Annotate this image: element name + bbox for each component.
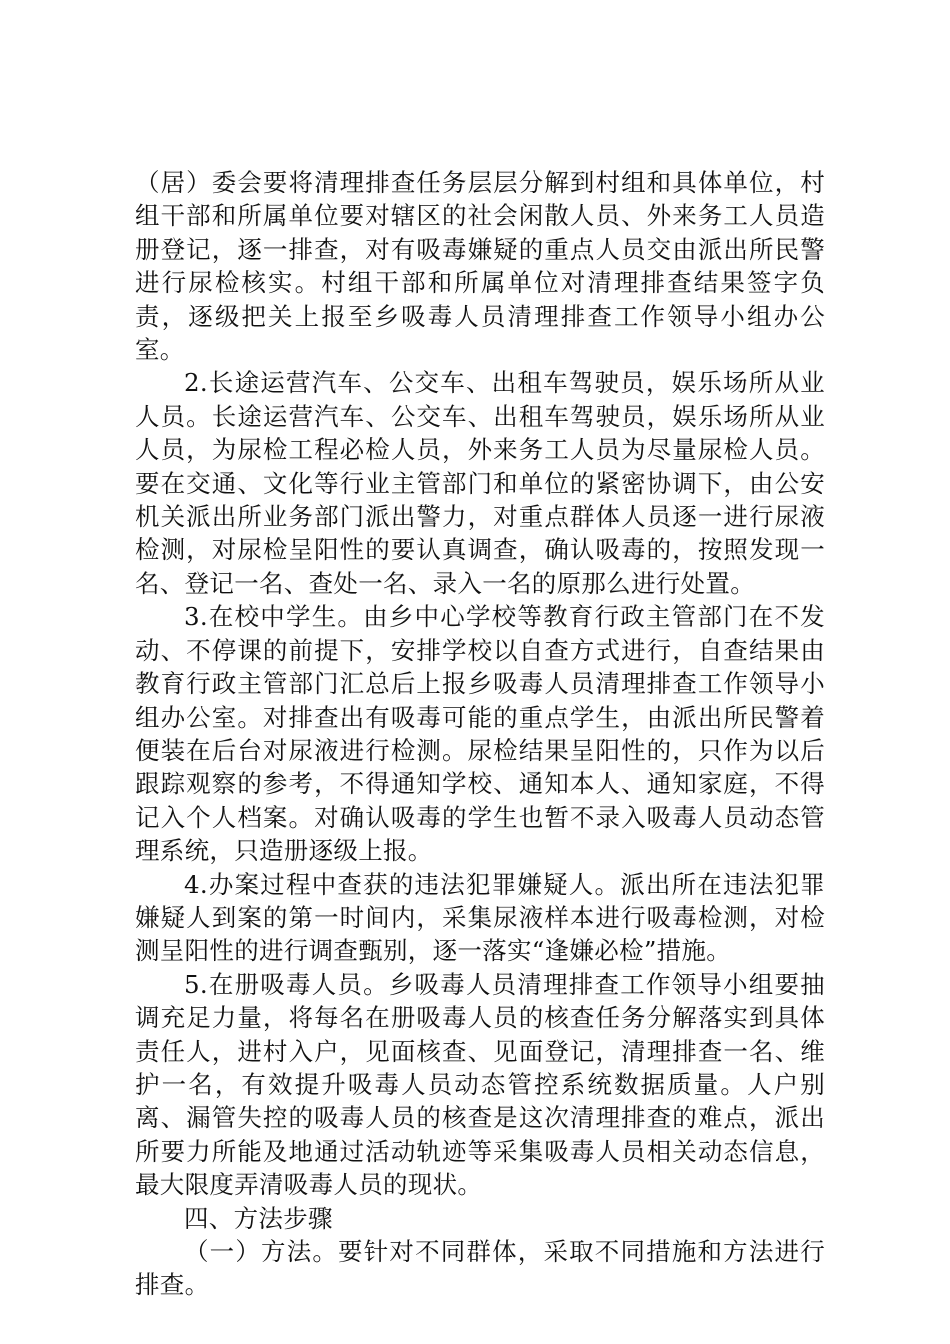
paragraph-item-2: 2.长途运营汽车、公交车、出租车驾驶员，娱乐场所从业人员。长途运营汽车、公交车、出租车驾驶员，娱乐场所从业人员，为尿检工程必检人员，外来务工人员为尽量尿检人员。要在交通、文化等行业主管部门和单位的紧密协调下，由公安机关派出所业务部门派出警力，对重点群体人员逐一进行尿液检测，对尿检呈阳性的要认真调查，确认吸毒的，按照发现一名、登记一名、查处一名、录入一名的原那么进行处置。 <box>135 368 825 598</box>
paragraph-continuation: （居）委会要将清理排查任务层层分解到村组和具体单位，村组干部和所属单位要对辖区的社会闲散人员、外来务工人员造册登记，逐一排查，对有吸毒嫌疑的重点人员交由派出所民警进行尿检核实。村组干部和所属单位对清理排查结果签字负责，逐级把关上报至乡吸毒人员清理排查工作领导小组办公室。 <box>135 168 825 365</box>
paragraph-item-5: 5.在册吸毒人员。乡吸毒人员清理排查工作领导小组要抽调充足力量，将每名在册吸毒人员的核查任务分解落实到具体责任人，进村入户，见面核查、见面登记，清理排查一名、维护一名，有效提升吸毒人员动态管控系统数据质量。人户别离、漏管失控的吸毒人员的核查是这次清理排查的难点，派出所要力所能及地通过活动轨迹等采集吸毒人员相关动态信息，最大限度弄清吸毒人员的现状。 <box>135 969 825 1200</box>
paragraph-item-3: 3.在校中学生。由乡中心学校等教育行政主管部门在不发动、不停课的前提下，安排学校以自查方式进行，自查结果由教育行政主管部门汇总后上报乡吸毒人员清理排查工作领导小组办公室。对排查出有吸毒可能的重点学生，由派出所民警着便装在后台对尿液进行检测。尿检结果呈阳性的，只作为以后跟踪观察的参考，不得通知学校、通知本人、通知家庭，不得记入个人档案。对确认吸毒的学生也暂不录入吸毒人员动态管理系统，只造册逐级上报。 <box>135 602 825 866</box>
paragraph-method: （一）方法。要针对不同群体，采取不同措施和方法进行排查。 <box>135 1237 825 1300</box>
section-heading-method-steps: 四、方法步骤 <box>184 1203 333 1233</box>
document-body <box>135 166 825 1302</box>
paragraph-item-4: 4.办案过程中查获的违法犯罪嫌疑人。派出所在违法犯罪嫌疑人到案的第一时间内，采集尿液样本进行吸毒检测，对检测呈阳性的进行调查甄别，逐一落实“逢嫌必检”措施。 <box>135 869 825 966</box>
